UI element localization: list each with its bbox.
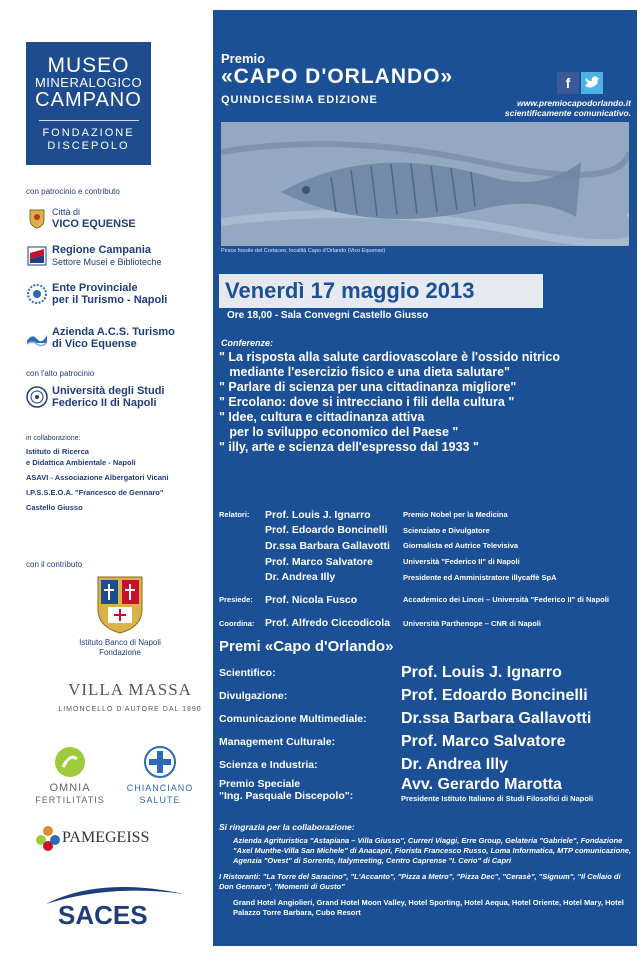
sponsor-regione	[26, 244, 162, 268]
facebook-icon[interactable]: f	[557, 72, 579, 94]
sponsor-regione-l1: Regione Campania	[52, 244, 152, 256]
museo-line3: CAMPANO	[35, 89, 142, 111]
premio-category: Divulgazione:	[219, 689, 288, 702]
speaker-role: Università "Federico II" di Napoli	[403, 557, 520, 567]
university-seal-icon	[26, 386, 48, 408]
sponsor-acs-l2: di Vico Equense	[52, 338, 137, 350]
omnia-drop-icon	[53, 745, 87, 779]
relatore-row	[219, 554, 633, 570]
patrocinio-label: con patrocinio e contributo	[26, 187, 120, 196]
speciale-winner: Avv. Gerardo Marotta	[401, 776, 562, 793]
premi-list	[219, 661, 633, 806]
conference-line: mediante l'esercizio fisico e una dieta salutare"	[219, 365, 510, 379]
premio-category: Comunicazione Multimediale:	[219, 712, 367, 725]
collab-label: in collaborazione:	[26, 435, 81, 442]
prize-header	[221, 52, 453, 106]
premio-row	[219, 707, 633, 730]
museo-line4: FONDAZIONE	[42, 127, 135, 139]
fossil-image	[221, 122, 629, 246]
chianciano-cross-icon	[144, 745, 176, 779]
museo-line5: DISCEPOLO	[47, 140, 130, 152]
event-date: Venerdì 17 maggio 2013	[219, 274, 543, 308]
conferenze-list	[219, 350, 629, 455]
event-panel	[213, 10, 637, 946]
conference-line: " Ercolano: dove si intrecciano i fili della cultura "	[219, 395, 515, 409]
premio-category: Scientifico:	[219, 666, 276, 679]
saces-swoosh-icon	[40, 880, 190, 930]
alto-patrocinio-label: con l'alto patrocinio	[26, 369, 95, 378]
premio-winner: Dr. Andrea Illy	[401, 755, 508, 773]
museo-logo	[26, 42, 151, 165]
twitter-icon[interactable]	[581, 72, 603, 94]
uni-line1: Università degli Studi	[52, 385, 165, 397]
uni-line2: Federico II di Napoli	[52, 397, 157, 409]
premio-winner: Prof. Marco Salvatore	[401, 732, 566, 750]
chianciano-line1: CHIANCIANO	[126, 783, 194, 793]
banco-napoli-logo	[60, 575, 180, 658]
coordina-row	[219, 616, 633, 632]
villa-tagline: LIMONCELLO D'AUTORE DAL 1890	[58, 706, 202, 713]
chianciano-logo	[120, 745, 200, 806]
sponsor-vico-l2: VICO EQUENSE	[52, 218, 136, 230]
premio-row	[219, 661, 633, 684]
collab-item: I.P.S.S.E.O.A. "Francesco de Gennaro"	[26, 488, 164, 497]
collab-item: Istituto di Ricerca	[26, 447, 89, 456]
speaker-name: Prof. Edoardo Boncinelli	[265, 524, 388, 537]
image-caption: Pesce fossile del Cretaceo, località Capo d'Orlando (Vico Equense)	[221, 248, 386, 254]
sponsor-ept	[26, 282, 167, 306]
sponsor-regione-l2: Settore Musei e Biblioteche	[52, 257, 162, 267]
conference-line: " illy, arte e scienza dell'espresso dal 1933 "	[219, 440, 479, 454]
villa-name: VILLA MASSA	[68, 680, 192, 699]
premio-row	[219, 684, 633, 707]
ept-napoli-icon	[26, 283, 48, 305]
speaker-name: Prof. Alfredo Ciccodicola	[265, 617, 391, 630]
sponsor-ept-l2: per il Turismo - Napoli	[52, 294, 168, 306]
regione-campania-icon	[26, 245, 48, 267]
prize-title: «CAPO D'ORLANDO»	[221, 65, 454, 88]
pamegeiss-name: PAMEGEISS	[62, 829, 150, 846]
premio-category: Management Culturale:	[219, 735, 336, 748]
presiede-row	[219, 592, 633, 608]
contributo-label: con il contributo	[26, 560, 83, 569]
omnia-line1: OMNIA	[49, 782, 91, 794]
premi-title: Premi «Capo d'Orlando»	[219, 638, 394, 655]
relatore-row	[219, 538, 633, 554]
collab-item: e Didattica Ambientale - Napoli	[26, 458, 136, 467]
sponsor-universita	[26, 385, 164, 409]
speaker-role: Presidente ed Amministratore illycaffè SpA	[403, 572, 557, 582]
website-url[interactable]: www.premiocapodorlando.it	[517, 98, 631, 108]
speciale-l1: Premio Speciale	[219, 778, 301, 790]
premio-speciale-label	[219, 776, 401, 806]
premio-speciale-row	[219, 776, 633, 806]
collab-item: Castello Giusso	[26, 503, 83, 512]
premio-winner: Prof. Louis J. Ignarro	[401, 663, 562, 681]
relatore-row	[219, 569, 633, 585]
event-time: Ore 18,00 - Sala Convegni Castello Giusso	[227, 310, 429, 321]
conference-line: " La risposta alla salute cardiovascolare è l'ossido nitrico	[219, 350, 560, 364]
ristoranti-block	[219, 872, 633, 892]
conference-line: " Parlare di scienza per una cittadinanza migliore"	[219, 380, 517, 394]
speaker-name: Prof. Louis J. Ignarro	[265, 508, 371, 521]
website-block	[457, 98, 631, 118]
row-label: Relatori:	[219, 510, 250, 520]
sponsor-column	[0, 0, 210, 960]
thanks-text: Azienda Agrituristica "Astapiana – Villa Giusso", Curreri Viaggi, Erre Group, Gelateria "Gabriele", Fondazione "Axel Munthe-Villa San Michele" di Anacapri, Fiorista Francesco Russo, Loma Informatica, MTP comunicazione, Agenzia "Ovest" di Sorrento, Italymeeting, Centro Caprense "I. Cerio" di Capri	[233, 836, 632, 865]
sponsor-vico-l1: Città di	[52, 207, 81, 217]
thanks-label: Si ringrazia per la collaborazione:	[219, 822, 355, 832]
premio-winner: Prof. Edoardo Boncinelli	[401, 686, 588, 704]
ringraziamenti	[219, 822, 633, 918]
relatori-table	[219, 507, 633, 631]
speaker-role: Scienziato e Divulgatore	[403, 525, 490, 535]
conferenze-label: Conferenze:	[221, 338, 274, 348]
edition: QUINDICESIMA EDIZIONE	[221, 94, 378, 106]
speaker-role: Premio Nobel per la Medicina	[403, 510, 508, 520]
omnia-logo	[30, 745, 110, 806]
saces-logo	[40, 880, 190, 930]
premio-speciale-winner	[401, 776, 593, 806]
premio-winner: Dr.ssa Barbara Gallavotti	[401, 709, 592, 727]
row-label: Coordina:	[219, 618, 255, 628]
premio-word: Premio	[221, 51, 266, 66]
acs-wave-icon	[26, 327, 48, 349]
speaker-name: Prof. Nicola Fusco	[265, 593, 358, 606]
omnia-line2: FERTILITATIS	[35, 795, 105, 805]
banco-crest-icon	[96, 575, 144, 635]
row-label: Presiede:	[219, 595, 253, 605]
museo-line1: MUSEO	[47, 54, 130, 77]
fossil-fish-icon	[221, 122, 629, 246]
museo-divider	[39, 120, 139, 121]
tagline: scientificamente comunicativo.	[504, 108, 631, 118]
villa-massa-logo	[50, 680, 210, 713]
premio-row	[219, 753, 633, 776]
speaker-name: Dr. Andrea Illy	[265, 571, 336, 584]
banco-line1: Istituto Banco di Napoli	[79, 638, 161, 647]
speaker-role: Università Parthenope – CNR di Napoli	[403, 618, 541, 628]
chianciano-line2: SALUTE	[139, 795, 181, 805]
relatore-row	[219, 507, 633, 523]
conference-line: " Idee, cultura e cittadinanza attiva	[219, 410, 425, 424]
speaker-role: Accademico dei Lincei – Università "Federico II" di Napoli	[403, 595, 609, 605]
premio-row	[219, 730, 633, 753]
speaker-name: Prof. Marco Salvatore	[265, 555, 373, 568]
pamegeiss-flower-icon	[34, 824, 62, 852]
collab-item: ASAVI - Associazione Albergatori Vicani	[26, 473, 169, 482]
speaker-role: Giornalista ed Autrice Televisiva	[403, 541, 519, 551]
sponsor-acs-l1: Azienda A.C.S. Turismo	[52, 326, 175, 338]
ristoranti-list: "La Torre del Saracino", "L'Accanto", "Pizza a Metro", "Pizza Dec", "Cerasè", "Signum", "Il Cellaio di Don Gennaro", "Momenti di Gusto"	[219, 872, 621, 891]
relatore-row	[219, 523, 633, 539]
saces-name: SACES	[58, 900, 148, 930]
ristoranti-label: I Ristoranti:	[219, 872, 261, 881]
hotels-list: Grand Hotel Angiolieri, Grand Hotel Moon Valley, Hotel Sporting, Hotel Aequa, Hotel Oriente, Hotel Mary, Hotel Palazzo Torre Barbara, Cubo Resort	[233, 898, 624, 917]
sponsor-ept-l1: Ente Provinciale	[52, 282, 138, 294]
collaborazione-list	[26, 433, 206, 513]
banco-line2: Fondazione	[99, 648, 141, 657]
museo-line2: MINERALOGICO	[34, 75, 143, 90]
sponsor-vico	[26, 206, 136, 230]
sponsor-acs	[26, 326, 175, 350]
vico-crest-icon	[26, 207, 48, 229]
conference-line: per lo sviluppo economico del Paese "	[219, 425, 459, 439]
premio-category: Scienza e Industria:	[219, 758, 318, 771]
pamegeiss-logo	[34, 824, 149, 852]
speciale-l2: "Ing. Pasquale Discepolo":	[219, 790, 354, 802]
speciale-role: Presidente Istituto Italiano di Studi Filosofici di Napoli	[401, 794, 594, 803]
social-links	[557, 72, 603, 94]
speaker-name: Dr.ssa Barbara Gallavotti	[265, 539, 390, 552]
